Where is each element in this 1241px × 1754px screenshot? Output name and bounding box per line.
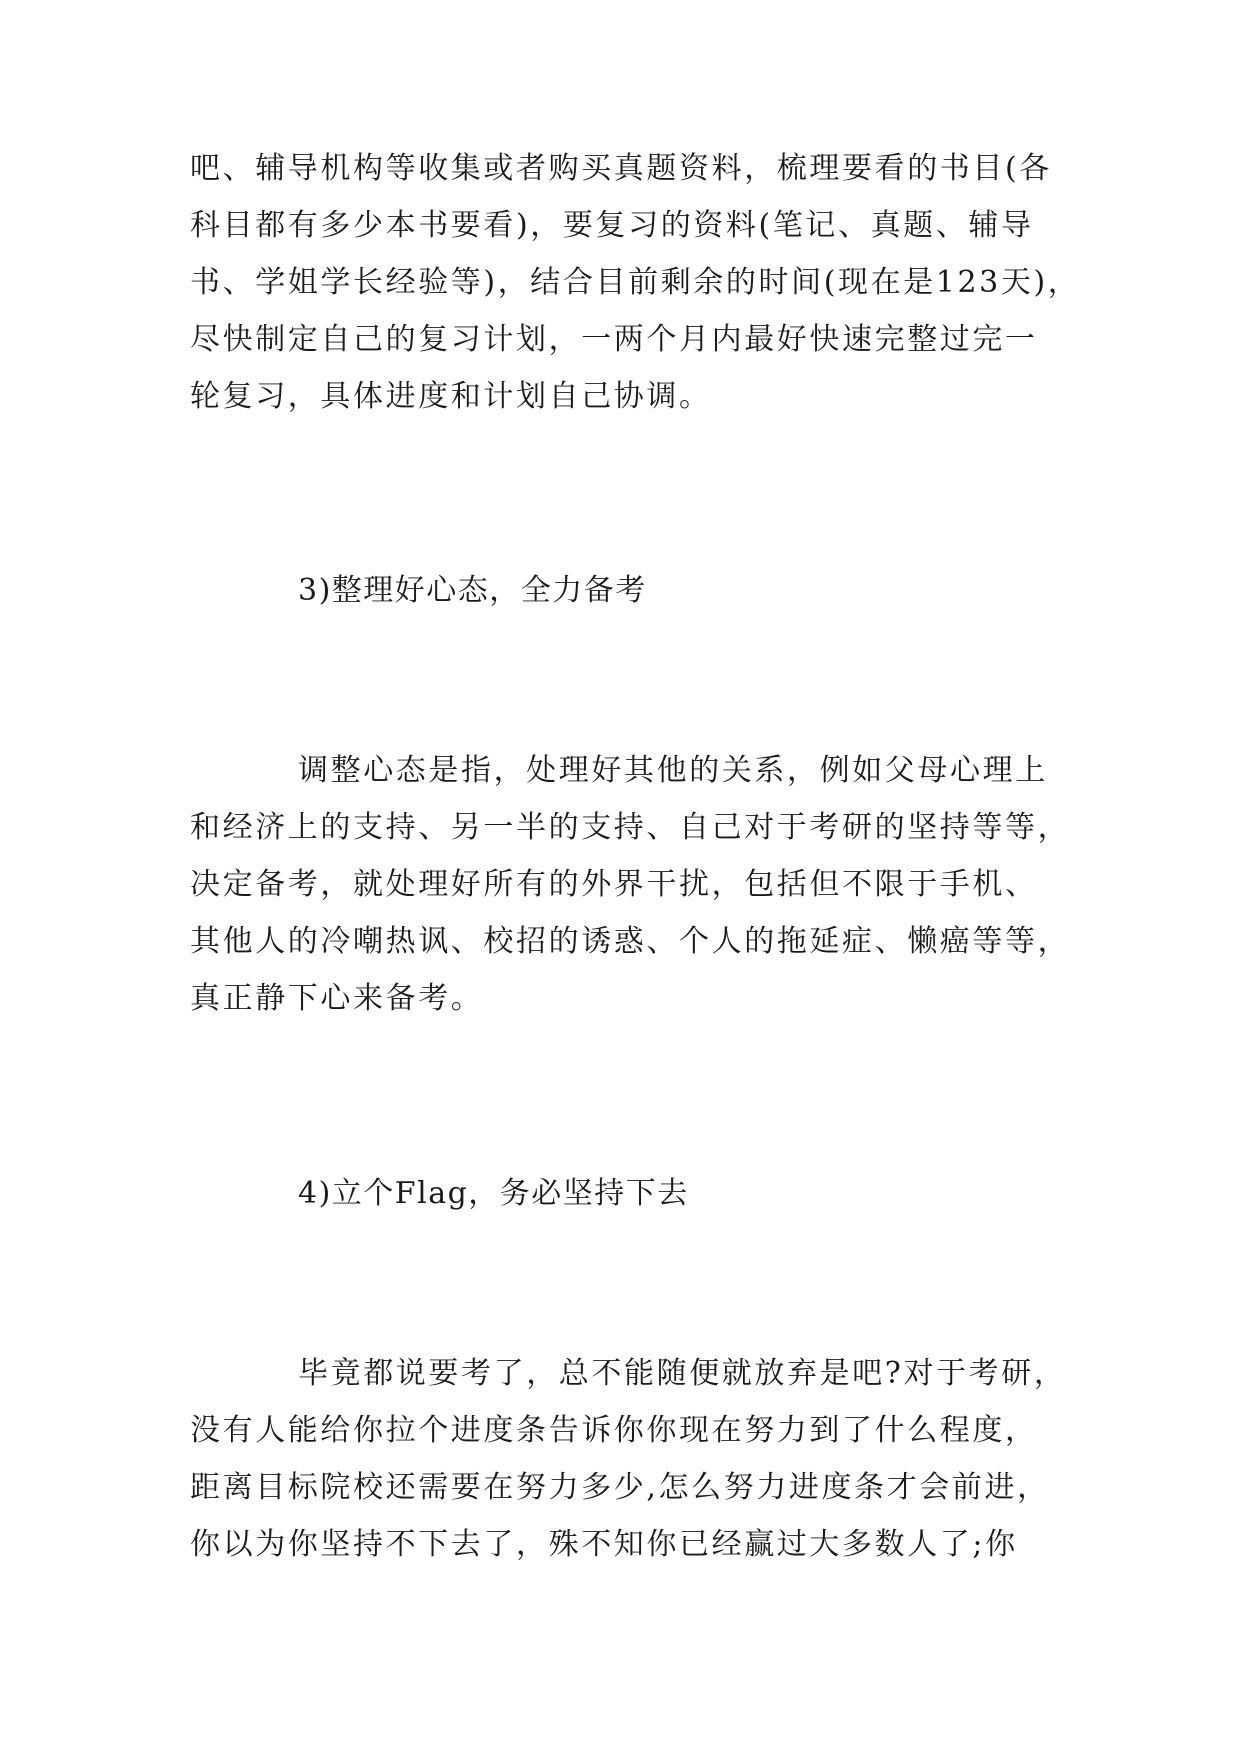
- section-heading-3: [190, 562, 1070, 619]
- paragraph-1: [190, 140, 1081, 425]
- paragraph-3: [190, 1345, 1070, 1573]
- paragraph-line: 轮复习，具体进度和计划自己协调。: [190, 379, 712, 414]
- paragraph-line: 毕竟都说要考了，总不能随便就放弃是吧?对于考研，: [298, 1356, 1067, 1391]
- paragraph-line: 你以为你坚持不下去了，殊不知你已经赢过大多数人了;你: [190, 1527, 1018, 1562]
- paragraph-line: 决定备考，就处理好所有的外界干扰，包括但不限于手机、: [190, 867, 1038, 902]
- paragraph-line: 距离目标院校还需要在努力多少,怎么努力进度条才会前进，: [190, 1470, 1050, 1505]
- paragraph-line: 尽快制定自己的复习计划，一两个月内最好快速完整过完一: [190, 322, 1038, 357]
- paragraph-line: 和经济上的支持、另一半的支持、自己对于考研的坚持等等，: [190, 810, 1071, 845]
- paragraph-line: 调整心态是指，处理好其他的关系，例如父母心理上: [298, 753, 1048, 788]
- paragraph-line: 没有人能给你拉个进度条告诉你你现在努力到了什么程度，: [190, 1413, 1038, 1448]
- heading-text: 4)立个Flag，务必坚持下去: [298, 1176, 689, 1211]
- paragraph-line: 吧、辅导机构等收集或者购买真题资料，梳理要看的书目(各: [190, 151, 1052, 186]
- heading-text: 3)整理好心态，全力备考: [298, 573, 647, 608]
- section-heading-4: [190, 1165, 1070, 1222]
- paragraph-line: 真正静下心来备考。: [190, 981, 484, 1016]
- paragraph-line: 科目都有多少本书要看)，要复习的资料(笔记、真题、辅导: [190, 208, 1034, 243]
- paragraph-line: 书、学姐学长经验等)，结合目前剩余的时间(现在是123天)，: [190, 265, 1081, 300]
- paragraph-2: [190, 742, 1070, 1027]
- paragraph-line: 其他人的冷嘲热讽、校招的诱惑、个人的拖延症、懒癌等等，: [190, 924, 1071, 959]
